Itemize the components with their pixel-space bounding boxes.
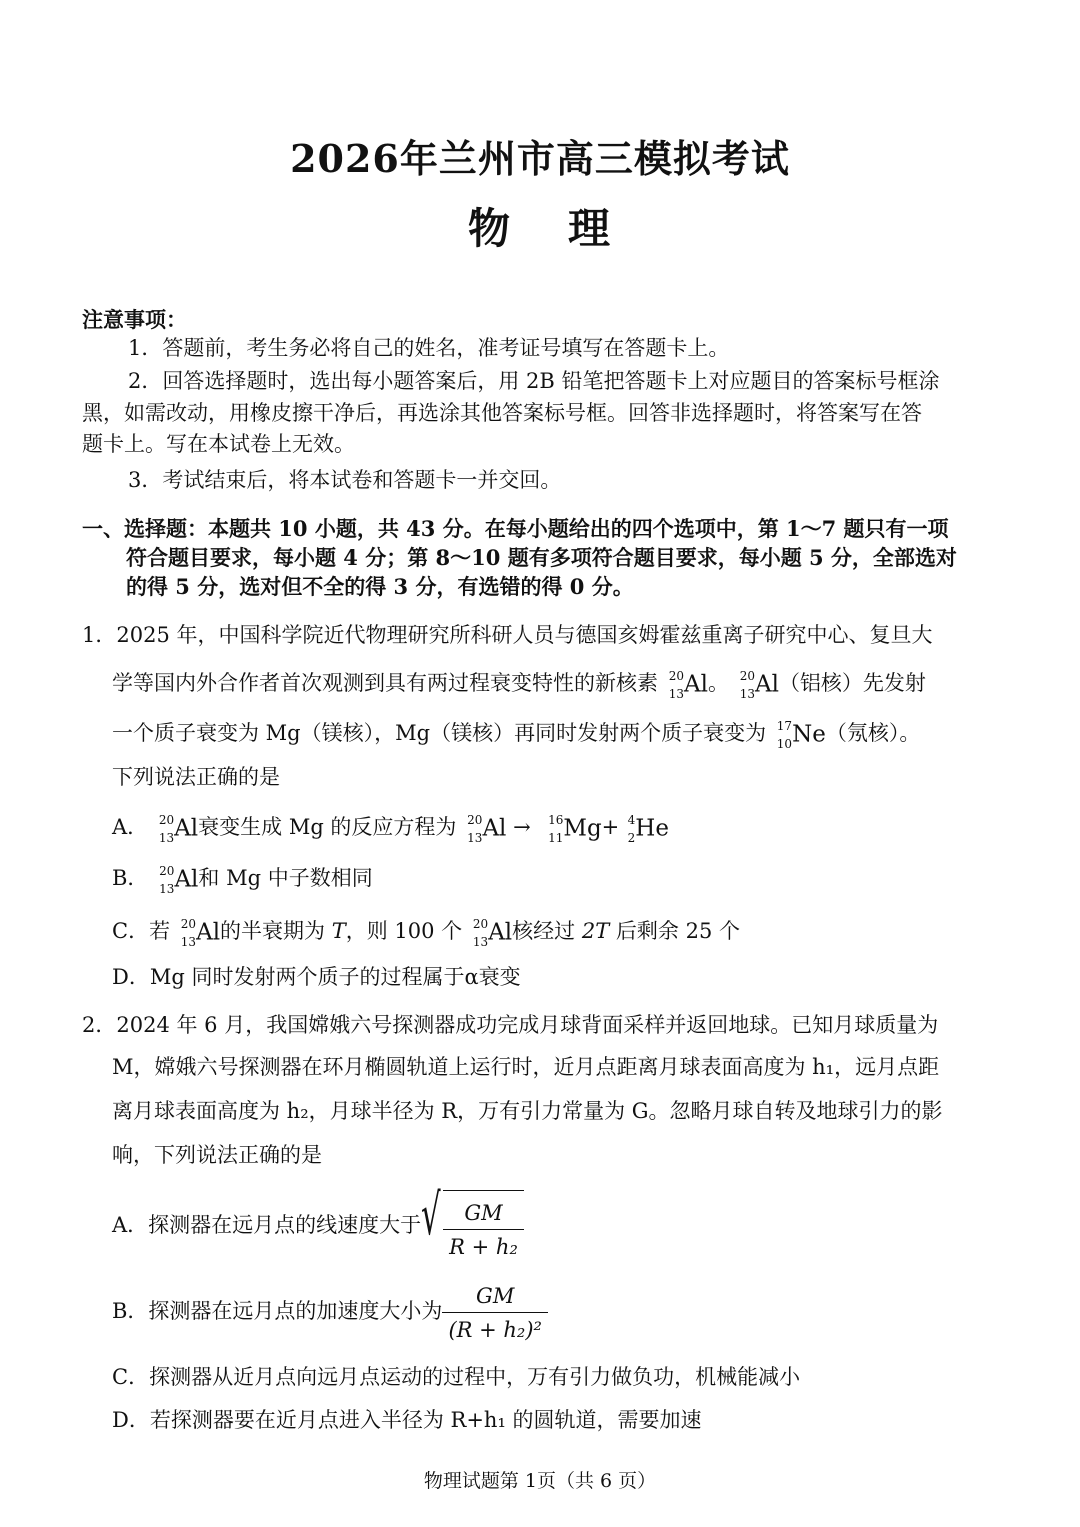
two-half-life-symbol: 2T: [581, 919, 610, 943]
subject-char-2: 理: [568, 204, 613, 253]
nuclide-he: [621, 814, 635, 844]
q1-option-b: [112, 863, 1032, 895]
al-atomic: 13: [180, 934, 197, 949]
notice-heading: 注意事项：: [82, 307, 187, 332]
nuclide-al: [458, 814, 482, 844]
al-symbol: Al: [684, 671, 708, 698]
mg-symbol: Mg: [563, 815, 602, 842]
plus-symbol: +: [601, 815, 620, 839]
notice-item-2-line-3: 题卡上。写在本试卷上无效。: [82, 432, 355, 456]
notice-item-2-line-2: 黑，如需改动，用橡皮擦干净后，再选涂其他答案标号框。回答非选择题时，将答案写在答: [82, 401, 922, 425]
q1-line-4: 下列说法正确的是: [112, 765, 280, 789]
option-label: C．若: [112, 919, 171, 943]
arrow-symbol: →: [513, 815, 531, 839]
option-a-text: A．探测器在远月点的线速度大于: [112, 1213, 422, 1237]
q1-option-c: [112, 916, 1032, 948]
al-symbol: Al: [174, 815, 199, 842]
q2-option-d: D．若探测器要在近月点进入半径为 R+h₁ 的圆轨道，需要加速: [112, 1408, 702, 1432]
option-c-text-1: 的半衰期为: [220, 919, 326, 943]
al-mass: 20: [159, 863, 175, 878]
q1-option-a: [112, 812, 1032, 844]
mg-mass: 16: [548, 812, 564, 827]
q2-line-4: 响，下列说法正确的是: [112, 1143, 322, 1167]
ne-atomic: 10: [776, 736, 793, 751]
nuclide-al: [150, 865, 174, 895]
option-b-text: B．探测器在远月点的加速度大小为: [112, 1299, 443, 1323]
al-mass: 20: [739, 668, 755, 683]
option-c-text-4: 后剩余 25 个: [615, 919, 740, 943]
nuclide-al-2: [731, 670, 755, 700]
exam-title: 2026年兰州市高三模拟考试: [290, 136, 790, 181]
he-atomic: 2: [627, 830, 636, 845]
al-atomic: 13: [668, 686, 684, 701]
option-c-text-2: ，则 100 个: [345, 919, 463, 943]
notice-item-2-line-1: 2．回答选择题时，选出每小题答案后，用 2B 铅笔把答题卡上对应题目的答案标号框涂: [128, 369, 940, 393]
al-mass: 20: [158, 812, 175, 827]
al-atomic: 13: [467, 830, 483, 845]
option-a-text: 衰变生成 Mg 的反应方程为: [198, 815, 457, 839]
fraction-numerator: GM: [443, 1199, 524, 1230]
al-mass: 20: [180, 916, 197, 931]
q1-line-2-text: 学等国内外合作者首次观测到具有两过程衰变特性的新核素: [112, 671, 658, 695]
al-mass: 20: [668, 668, 684, 683]
al-mass: 20: [472, 916, 489, 931]
al-atomic: 13: [739, 686, 755, 701]
q1-period: 。: [707, 671, 729, 695]
section-1-line-3: 的得 5 分，选对但不全的得 3 分，有选错的得 0 分。: [126, 574, 634, 599]
q2-option-c: C．探测器从近月点向远月点运动的过程中，万有引力做负功，机械能减小: [112, 1365, 801, 1389]
al-symbol: Al: [488, 919, 513, 946]
q1-option-d: D．Mg 同时发射两个质子的过程属于α衰变: [112, 965, 521, 989]
fraction-denominator: R + h₂: [449, 1234, 518, 1259]
option-label: B．: [112, 866, 149, 890]
option-c-text-3: 核经过: [512, 919, 576, 943]
he-symbol: He: [635, 815, 669, 842]
fraction: [443, 1199, 524, 1261]
he-mass: 4: [627, 812, 636, 827]
q2-option-b: [112, 1276, 1032, 1346]
fraction: [442, 1282, 548, 1344]
q1-line-3-text: 一个质子衰变为 Mg（镁核），Mg（镁核）再同时发射两个质子衰变为: [112, 721, 767, 745]
section-1-line-1: 一、选择题：本题共 10 小题，共 43 分。在每小题给出的四个选项中，第 1～7 题只有一项: [82, 516, 949, 541]
q2-line-1: 2．2024 年 6 月，我国嫦娥六号探测器成功完成月球背面采样并返回地球。已知月球质量为: [82, 1013, 939, 1037]
al-mass: 20: [467, 812, 483, 827]
nuclide-mg: [539, 814, 563, 844]
radical-sign: √: [421, 1183, 441, 1248]
nuclide-al: [150, 814, 174, 844]
subject-title: [0, 196, 1080, 256]
q1-line-2: [112, 668, 1032, 700]
al-atomic: 13: [158, 830, 175, 845]
al-symbol: Al: [196, 919, 221, 946]
q1-line-3: [112, 718, 1032, 750]
half-life-symbol: T: [331, 919, 346, 943]
nuclide-al: [172, 918, 196, 948]
notice-item-1: 1．答题前，考生务必将自己的姓名，准考证号填写在答题卡上。: [128, 336, 730, 360]
page-footer: 物理试题第 1页（共 6 页）: [423, 1470, 657, 1492]
fraction-denominator: (R + h₂)²: [448, 1317, 542, 1342]
option-label: A．: [112, 815, 149, 839]
al-atomic: 13: [472, 934, 489, 949]
al-atomic: 13: [159, 881, 175, 896]
q2-line-3: 离月球表面高度为 h₂，月球半径为 R，万有引力常量为 G。忽略月球自转及地球引力的影: [112, 1099, 943, 1123]
nuclide-al: [660, 670, 684, 700]
option-b-text: 和 Mg 中子数相同: [198, 866, 373, 890]
mg-atomic: 11: [548, 830, 564, 845]
q1-line-1: 1．2025 年，中国科学院近代物理研究所科研人员与德国亥姆霍兹重离子研究中心、复旦大: [82, 623, 933, 647]
nuclide-ne: [768, 720, 792, 750]
al-symbol: Al: [754, 671, 779, 698]
subject-char-1: 物: [467, 204, 512, 253]
q1-line-3-tail: （氖核）。: [825, 721, 921, 745]
q2-line-2: M，嫦娥六号探测器在环月椭圆轨道上运行时，近月点距离月球表面高度为 h₁，远月点距: [112, 1055, 940, 1079]
sqrt-expression: [421, 1183, 524, 1263]
notice-item-3: 3．考试结束后，将本试卷和答题卡一并交回。: [128, 468, 562, 492]
section-1-line-2: 符合题目要求，每小题 4 分；第 8～10 题有多项符合题目要求，每小题 5 分，全部选对: [126, 545, 957, 570]
ne-mass: 17: [776, 718, 793, 733]
q1-line-2-tail: （铝核）先发射: [778, 671, 926, 695]
ne-symbol: Ne: [792, 721, 826, 748]
nuclide-al: [464, 918, 488, 948]
q2-option-a: [112, 1183, 1032, 1263]
al-symbol: Al: [482, 815, 507, 842]
fraction-numerator: GM: [442, 1282, 548, 1313]
al-symbol: Al: [174, 866, 199, 893]
